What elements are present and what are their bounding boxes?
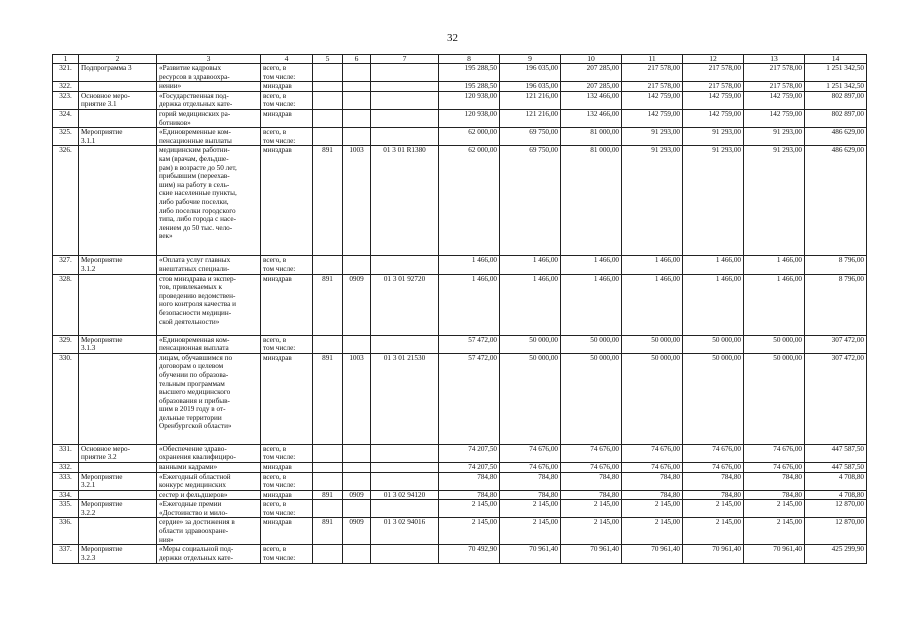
row-number-cell: 333. [53,472,79,490]
total-value-cell: 1 251 342,50 [805,64,867,82]
row-number-cell: 334. [53,490,79,500]
year-value-cell: 74 207,50 [439,444,500,462]
total-value-cell: 307 472,00 [805,353,867,444]
target-code-cell [371,472,439,490]
table-row [53,256,867,274]
row-number-cell: 328. [53,274,79,335]
row-number-cell: 325. [53,128,79,146]
section-code-cell [343,64,371,82]
year-value-cell: 1 466,00 [439,256,500,274]
section-code-cell [343,444,371,462]
grbs-code-cell [313,109,343,127]
total-value-cell: 486 629,00 [805,128,867,146]
year-value-cell: 784,80 [683,472,744,490]
column-header: 4 [261,55,313,64]
executor-cell: всего, в том числе: [261,472,313,490]
section-code-cell [343,335,371,353]
target-code-cell: 01 3 01 R1380 [371,146,439,256]
grbs-code-cell [313,444,343,462]
year-value-cell: 142 759,00 [683,91,744,109]
year-value-cell: 69 750,00 [500,128,561,146]
year-value-cell: 784,80 [561,490,622,500]
year-value-cell: 74 676,00 [744,444,805,462]
table-row [53,545,867,563]
year-value-cell: 1 466,00 [500,256,561,274]
target-code-cell [371,500,439,518]
target-code-cell [371,256,439,274]
header-row [53,55,867,64]
event-name-cell: «Ежегодный областной конкурс медицинских [157,472,261,490]
section-code-cell: 0909 [343,490,371,500]
year-value-cell: 50 000,00 [622,335,683,353]
year-value-cell: 784,80 [622,490,683,500]
year-value-cell: 74 676,00 [683,462,744,472]
grbs-code-cell: 891 [313,518,343,545]
target-code-cell [371,335,439,353]
year-value-cell: 91 293,00 [622,146,683,256]
page-number: 32 [447,32,458,44]
year-value-cell: 1 466,00 [683,256,744,274]
year-value-cell: 74 676,00 [683,444,744,462]
year-value-cell: 2 145,00 [744,518,805,545]
year-value-cell: 70 961,40 [561,545,622,563]
year-value-cell: 91 293,00 [744,146,805,256]
event-name-cell: сестер и фельдшеров» [157,490,261,500]
executor-cell: минздрав [261,274,313,335]
grbs-code-cell [313,545,343,563]
row-number-cell: 324. [53,109,79,127]
total-value-cell: 307 472,00 [805,335,867,353]
target-code-cell: 01 3 02 94016 [371,518,439,545]
program-name-cell [79,82,157,92]
year-value-cell: 70 961,40 [500,545,561,563]
program-name-cell: Мероприятие 3.1.1 [79,128,157,146]
total-value-cell: 802 897,00 [805,109,867,127]
section-code-cell [343,82,371,92]
column-header: 1 [53,55,79,64]
year-value-cell: 120 938,00 [439,91,500,109]
row-number-cell: 326. [53,146,79,256]
table-row [53,109,867,127]
row-number-cell: 335. [53,500,79,518]
table-row [53,518,867,545]
program-name-cell: Мероприятие 3.2.2 [79,500,157,518]
total-value-cell: 12 870,00 [805,500,867,518]
year-value-cell: 121 216,00 [500,91,561,109]
column-header: 6 [343,55,371,64]
executor-cell: минздрав [261,490,313,500]
year-value-cell: 2 145,00 [439,500,500,518]
grbs-code-cell [313,256,343,274]
row-number-cell: 336. [53,518,79,545]
target-code-cell [371,64,439,82]
year-value-cell: 217 578,00 [744,82,805,92]
section-code-cell [343,472,371,490]
year-value-cell: 91 293,00 [683,128,744,146]
year-value-cell: 217 578,00 [683,82,744,92]
event-name-cell: сердие» за достижения в области здравоохране- ния» [157,518,261,545]
year-value-cell: 195 288,50 [439,82,500,92]
executor-cell: минздрав [261,82,313,92]
grbs-code-cell: 891 [313,146,343,256]
total-value-cell: 8 796,00 [805,256,867,274]
year-value-cell: 1 466,00 [500,274,561,335]
year-value-cell: 784,80 [683,490,744,500]
grbs-code-cell: 891 [313,274,343,335]
total-value-cell: 447 587,50 [805,444,867,462]
year-value-cell: 121 216,00 [500,109,561,127]
program-name-cell: Мероприятие 3.1.3 [79,335,157,353]
target-code-cell [371,128,439,146]
year-value-cell: 74 207,50 [439,462,500,472]
column-header: 8 [439,55,500,64]
table-row [53,128,867,146]
total-value-cell: 12 870,00 [805,518,867,545]
row-number-cell: 331. [53,444,79,462]
year-value-cell: 2 145,00 [561,500,622,518]
section-code-cell [343,91,371,109]
table-row [53,146,867,256]
year-value-cell: 1 466,00 [744,274,805,335]
grbs-code-cell [313,91,343,109]
year-value-cell: 142 759,00 [622,109,683,127]
year-value-cell: 50 000,00 [561,335,622,353]
section-code-cell [343,128,371,146]
year-value-cell: 50 000,00 [500,353,561,444]
year-value-cell: 217 578,00 [622,82,683,92]
target-code-cell: 01 3 01 21530 [371,353,439,444]
grbs-code-cell: 891 [313,353,343,444]
column-header: 13 [744,55,805,64]
event-name-cell: «Развитие кадровых ресурсов в здравоохра- [157,64,261,82]
year-value-cell: 196 035,00 [500,82,561,92]
year-value-cell: 62 000,00 [439,146,500,256]
year-value-cell: 70 961,40 [683,545,744,563]
program-name-cell: Основное меро- приятие 3.1 [79,91,157,109]
executor-cell: всего, в том числе: [261,335,313,353]
year-value-cell: 2 145,00 [622,518,683,545]
executor-cell: всего, в том числе: [261,128,313,146]
table-row [53,274,867,335]
row-number-cell: 332. [53,462,79,472]
year-value-cell: 50 000,00 [500,335,561,353]
column-header: 9 [500,55,561,64]
executor-cell: минздрав [261,109,313,127]
year-value-cell: 1 466,00 [561,274,622,335]
event-name-cell: «Ежегодные премии «Достоинство и мило- [157,500,261,518]
event-name-cell: «Единовременная ком- пенсационная выплата [157,335,261,353]
event-name-cell: нении» [157,82,261,92]
event-name-cell: «Обеспечение здраво- охранения квалифициро- [157,444,261,462]
executor-cell: всего, в том числе: [261,500,313,518]
year-value-cell: 1 466,00 [622,256,683,274]
table-row [53,91,867,109]
row-number-cell: 329. [53,335,79,353]
year-value-cell: 2 145,00 [683,500,744,518]
event-name-cell: «Оплата услуг главных внештатных специали- [157,256,261,274]
year-value-cell: 50 000,00 [622,353,683,444]
year-value-cell: 2 145,00 [439,518,500,545]
table-body [53,64,867,564]
year-value-cell: 784,80 [439,490,500,500]
year-value-cell: 1 466,00 [561,256,622,274]
year-value-cell: 217 578,00 [683,64,744,82]
event-name-cell: «Государственная под- держка отдельных кате- [157,91,261,109]
year-value-cell: 784,80 [439,472,500,490]
column-header: 11 [622,55,683,64]
year-value-cell: 1 466,00 [683,274,744,335]
target-code-cell [371,444,439,462]
total-value-cell: 4 708,80 [805,490,867,500]
grbs-code-cell: 891 [313,490,343,500]
section-code-cell [343,545,371,563]
total-value-cell: 447 587,50 [805,462,867,472]
year-value-cell: 62 000,00 [439,128,500,146]
year-value-cell: 784,80 [622,472,683,490]
year-value-cell: 2 145,00 [500,500,561,518]
executor-cell: минздрав [261,353,313,444]
executor-cell: всего, в том числе: [261,91,313,109]
column-header: 2 [79,55,157,64]
year-value-cell: 81 000,00 [561,128,622,146]
total-value-cell: 486 629,00 [805,146,867,256]
year-value-cell: 74 676,00 [561,444,622,462]
section-code-cell [343,256,371,274]
year-value-cell: 2 145,00 [500,518,561,545]
table-row [53,444,867,462]
executor-cell: всего, в том числе: [261,64,313,82]
column-header: 5 [313,55,343,64]
section-code-cell [343,462,371,472]
target-code-cell [371,545,439,563]
column-header: 7 [371,55,439,64]
program-name-cell [79,274,157,335]
year-value-cell: 784,80 [561,472,622,490]
event-name-cell: стов минздрава и экспер- тов, привлекаемых к проведению ведомствен- ного контроля качества и безопасности медицин- ской деятельности» [157,274,261,335]
year-value-cell: 50 000,00 [744,335,805,353]
year-value-cell: 142 759,00 [744,91,805,109]
year-value-cell: 74 676,00 [744,462,805,472]
row-number-cell: 321. [53,64,79,82]
total-value-cell: 1 251 342,50 [805,82,867,92]
grbs-code-cell [313,335,343,353]
year-value-cell: 132 466,00 [561,109,622,127]
year-value-cell: 217 578,00 [622,64,683,82]
year-value-cell: 2 145,00 [622,500,683,518]
target-code-cell: 01 3 02 94120 [371,490,439,500]
table-row [53,353,867,444]
row-number-cell: 330. [53,353,79,444]
table-row [53,490,867,500]
year-value-cell: 1 466,00 [744,256,805,274]
program-name-cell: Мероприятие 3.1.2 [79,256,157,274]
year-value-cell: 120 938,00 [439,109,500,127]
year-value-cell: 207 285,00 [561,64,622,82]
executor-cell: всего, в том числе: [261,444,313,462]
grbs-code-cell [313,472,343,490]
year-value-cell: 784,80 [744,490,805,500]
executor-cell: минздрав [261,146,313,256]
year-value-cell: 1 466,00 [439,274,500,335]
program-name-cell [79,462,157,472]
year-value-cell: 2 145,00 [744,500,805,518]
year-value-cell: 142 759,00 [683,109,744,127]
column-header: 10 [561,55,622,64]
year-value-cell: 57 472,00 [439,353,500,444]
year-value-cell: 217 578,00 [744,64,805,82]
grbs-code-cell [313,500,343,518]
executor-cell: всего, в том числе: [261,545,313,563]
event-name-cell: ванными кадрами» [157,462,261,472]
program-name-cell [79,518,157,545]
target-code-cell: 01 3 01 92720 [371,274,439,335]
target-code-cell [371,82,439,92]
target-code-cell [371,462,439,472]
row-number-cell: 323. [53,91,79,109]
year-value-cell: 70 961,40 [744,545,805,563]
year-value-cell: 91 293,00 [622,128,683,146]
program-name-cell [79,353,157,444]
year-value-cell: 784,80 [500,472,561,490]
year-value-cell: 74 676,00 [622,462,683,472]
year-value-cell: 142 759,00 [744,109,805,127]
section-code-cell [343,109,371,127]
table-row [53,82,867,92]
section-code-cell [343,500,371,518]
section-code-cell: 0909 [343,274,371,335]
year-value-cell: 70 961,40 [622,545,683,563]
row-number-cell: 337. [53,545,79,563]
year-value-cell: 69 750,00 [500,146,561,256]
year-value-cell: 74 676,00 [500,462,561,472]
year-value-cell: 70 492,90 [439,545,500,563]
event-name-cell: лицам, обучавшимся по договорам о целевом обучении по образова- тельным программам высшего медицинского образования и прибыв- шим в 2019 году в от- дельные территории Оренбургской области» [157,353,261,444]
year-value-cell: 50 000,00 [744,353,805,444]
grbs-code-cell [313,462,343,472]
year-value-cell: 784,80 [744,472,805,490]
year-value-cell: 74 676,00 [622,444,683,462]
budget-table [52,54,867,564]
program-name-cell: Основное меро- приятие 3.2 [79,444,157,462]
section-code-cell: 1003 [343,353,371,444]
grbs-code-cell [313,64,343,82]
total-value-cell: 802 897,00 [805,91,867,109]
program-name-cell: Мероприятие 3.2.3 [79,545,157,563]
year-value-cell: 196 035,00 [500,64,561,82]
column-header: 12 [683,55,744,64]
grbs-code-cell [313,82,343,92]
executor-cell: минздрав [261,518,313,545]
year-value-cell: 195 288,50 [439,64,500,82]
table-row [53,500,867,518]
column-header: 14 [805,55,867,64]
year-value-cell: 2 145,00 [561,518,622,545]
row-number-cell: 327. [53,256,79,274]
year-value-cell: 1 466,00 [622,274,683,335]
year-value-cell: 50 000,00 [683,335,744,353]
column-header: 3 [157,55,261,64]
table-row [53,472,867,490]
year-value-cell: 91 293,00 [744,128,805,146]
program-name-cell [79,490,157,500]
total-value-cell: 4 708,80 [805,472,867,490]
grbs-code-cell [313,128,343,146]
year-value-cell: 50 000,00 [683,353,744,444]
year-value-cell: 57 472,00 [439,335,500,353]
total-value-cell: 8 796,00 [805,274,867,335]
table-row [53,64,867,82]
event-name-cell: «Меры социальной под- держки отдельных кате- [157,545,261,563]
row-number-cell: 322. [53,82,79,92]
executor-cell: всего, в том числе: [261,256,313,274]
event-name-cell: «Единовременные ком- пенсационные выплаты [157,128,261,146]
year-value-cell: 2 145,00 [683,518,744,545]
section-code-cell: 0909 [343,518,371,545]
target-code-cell [371,91,439,109]
event-name-cell: медицинским работни- кам (врачам, фельдше- рам) в возрасте до 50 лет, прибывшим (переехав- шим) на работу в сель- ские населенные пункты, либо рабочие поселки, либо поселки городского типа, либо города с насе- лением до 50 тыс. чело- век» [157,146,261,256]
year-value-cell: 74 676,00 [561,462,622,472]
program-name-cell: Подпрограмма 3 [79,64,157,82]
program-name-cell [79,146,157,256]
target-code-cell [371,109,439,127]
year-value-cell: 142 759,00 [622,91,683,109]
executor-cell: минздрав [261,462,313,472]
event-name-cell: горий медицинских ра- ботников» [157,109,261,127]
year-value-cell: 81 000,00 [561,146,622,256]
table-row [53,335,867,353]
section-code-cell: 1003 [343,146,371,256]
year-value-cell: 74 676,00 [500,444,561,462]
program-name-cell [79,109,157,127]
year-value-cell: 207 285,00 [561,82,622,92]
year-value-cell: 91 293,00 [683,146,744,256]
program-name-cell: Мероприятие 3.2.1 [79,472,157,490]
year-value-cell: 132 466,00 [561,91,622,109]
year-value-cell: 784,80 [500,490,561,500]
year-value-cell: 50 000,00 [561,353,622,444]
total-value-cell: 425 299,90 [805,545,867,563]
table-row [53,462,867,472]
